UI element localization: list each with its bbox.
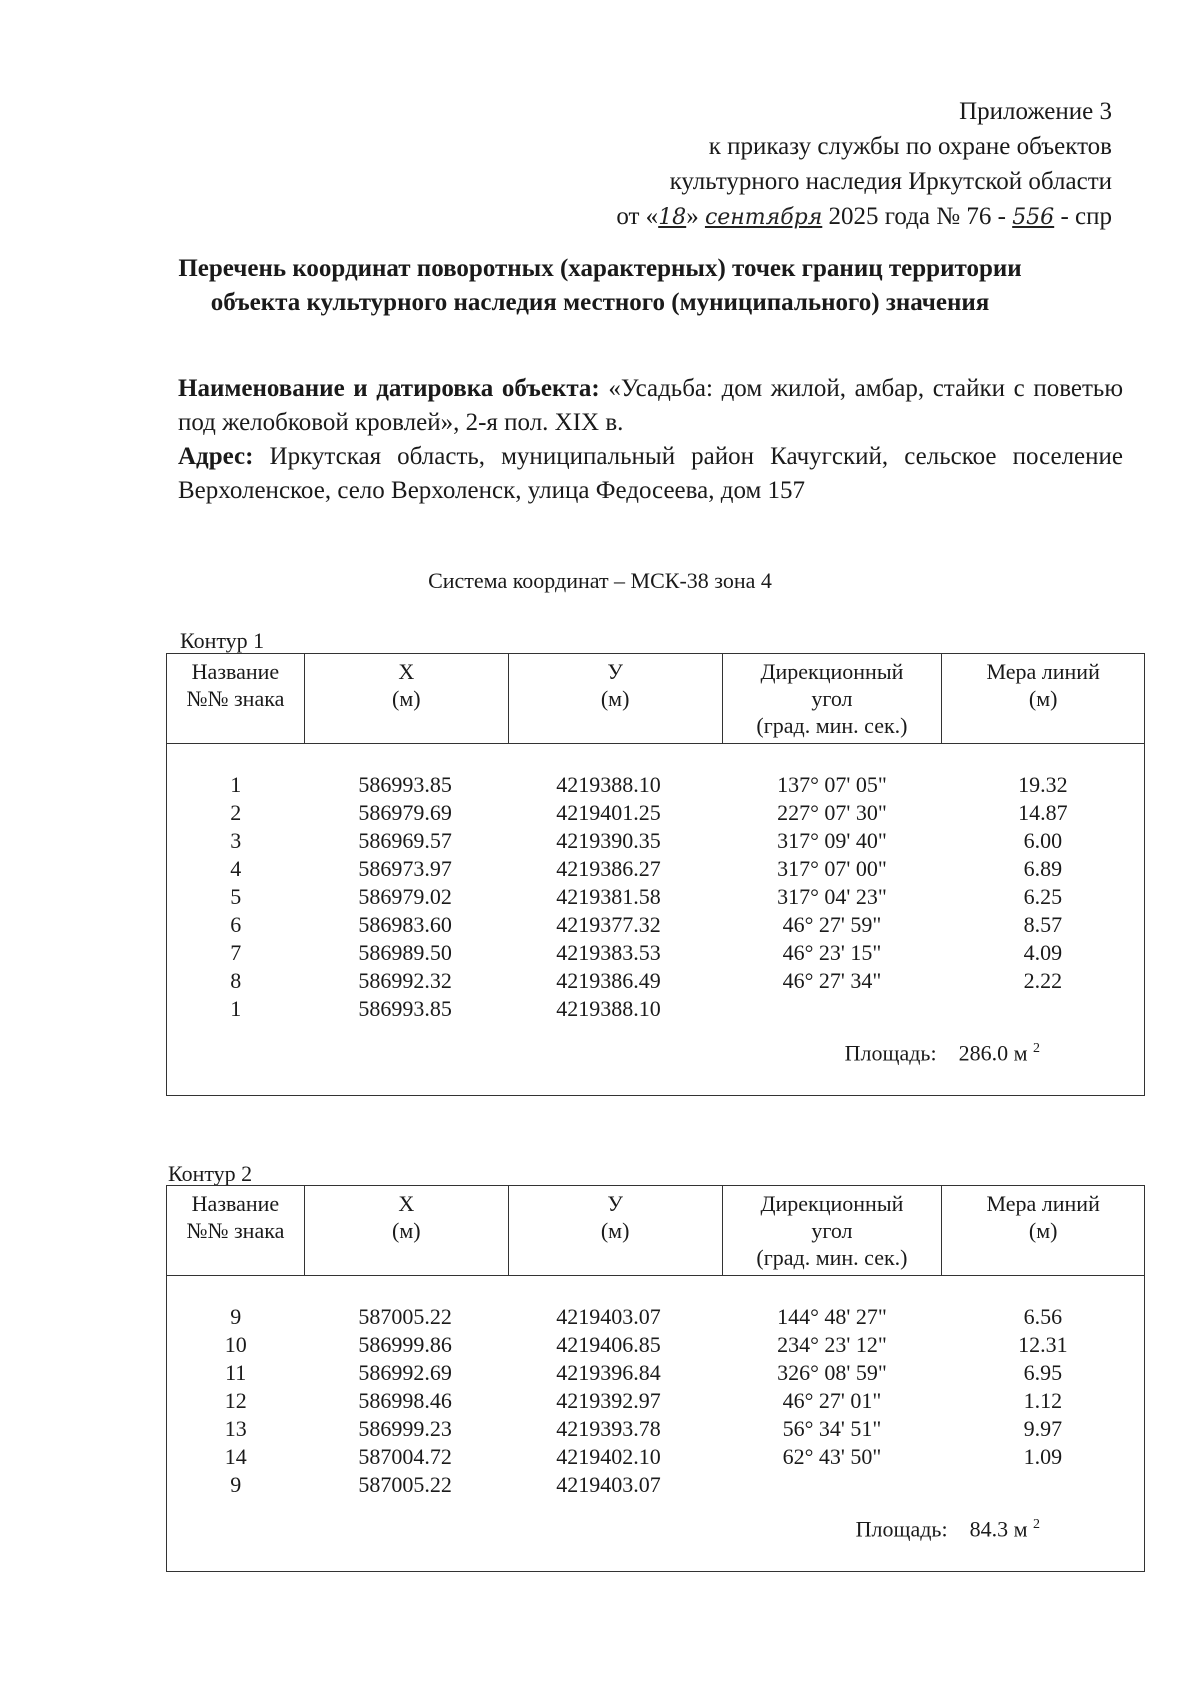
x-coordinate: 586992.69	[358, 1360, 452, 1385]
y-cell	[508, 827, 722, 855]
column-header-line: №№ знака	[186, 686, 285, 711]
x-cell	[304, 911, 508, 939]
column-header-line: угол	[811, 1218, 853, 1243]
point-number: 9	[230, 1472, 242, 1497]
address-label: Адрес:	[178, 443, 254, 470]
address-value: Иркутская область, муниципальный район Качугский, сельское поселение Верхоленское, село Верхоленск, улица Федосеева, дом 157	[178, 443, 1124, 504]
direction-angle: 317° 04' 23"	[777, 884, 887, 909]
x-cell	[304, 1303, 508, 1331]
table-row	[167, 827, 1145, 855]
y-cell	[508, 1387, 722, 1415]
point-number: 11	[225, 1360, 247, 1385]
table-header-row	[167, 1186, 1145, 1276]
order-date-line	[616, 199, 1112, 235]
column-header-line: угол	[811, 686, 853, 711]
direction-angle: 317° 07' 00"	[777, 856, 887, 881]
contour-2-table	[166, 1185, 1145, 1572]
point-number: 4	[230, 856, 242, 881]
column-header-line: №№ знака	[186, 1218, 285, 1243]
y-coordinate: 4219393.78	[556, 1416, 661, 1441]
point-number: 8	[230, 968, 242, 993]
direction-angle: 62° 43' 50"	[782, 1444, 882, 1469]
area-unit-exponent: 2	[1033, 1516, 1040, 1532]
date-prefix: от «	[616, 203, 659, 230]
y-coordinate: 4219396.84	[556, 1360, 661, 1385]
handwritten-day: 18	[658, 205, 687, 230]
x-coordinate: 586993.85	[358, 996, 452, 1021]
line-length: 1.12	[1023, 1388, 1063, 1413]
y-cell	[508, 1415, 722, 1443]
appendix-header	[616, 94, 1112, 235]
line-length: 2.22	[1023, 968, 1063, 993]
contour-1-table	[166, 653, 1145, 1096]
object-name-label: Наименование и датировка объекта:	[178, 375, 600, 402]
y-coordinate: 4219392.97	[556, 1388, 661, 1413]
y-cell	[508, 1471, 722, 1499]
handwritten-order-number: 556	[1012, 205, 1055, 230]
column-header-line: (м)	[1028, 1218, 1058, 1243]
direction-angle: 46° 27' 01"	[782, 1388, 882, 1413]
x-cell	[304, 1331, 508, 1359]
x-coordinate: 586989.50	[358, 940, 452, 965]
x-cell	[304, 855, 508, 883]
table-row	[167, 1471, 1145, 1499]
column-header-line: (град. мин. сек.)	[756, 713, 908, 738]
line-length: 12.31	[1018, 1332, 1068, 1357]
contour-2-label: Контур 2	[168, 1161, 253, 1186]
y-cell	[508, 967, 722, 995]
y-coordinate: 4219403.07	[556, 1304, 661, 1329]
y-cell	[508, 883, 722, 911]
column-header-line: (м)	[392, 686, 421, 711]
table-row	[167, 995, 1145, 1023]
direction-angle: 326° 08' 59"	[777, 1360, 887, 1385]
contour-1-label: Контур 1	[180, 628, 265, 653]
table-row	[167, 771, 1145, 799]
x-coordinate: 587004.72	[358, 1444, 452, 1469]
x-cell	[304, 799, 508, 827]
direction-angle: 317° 09' 40"	[777, 828, 887, 853]
direction-angle: 227° 07' 30"	[777, 800, 887, 825]
column-header-line: (м)	[600, 1218, 630, 1243]
y-cell	[508, 1303, 722, 1331]
x-cell	[304, 967, 508, 995]
point-number: 14	[224, 1444, 247, 1469]
table-row	[167, 967, 1145, 995]
table-row	[167, 1387, 1145, 1415]
y-cell	[508, 771, 722, 799]
date-year: 2025 года № 76 -	[828, 203, 1006, 230]
column-header-length	[942, 1186, 1145, 1276]
y-cell	[508, 1443, 722, 1471]
direction-angle: 234° 23' 12"	[777, 1332, 887, 1357]
x-coordinate: 586999.86	[358, 1332, 452, 1357]
line-length	[942, 1471, 1145, 1499]
table-header-row	[167, 654, 1145, 744]
direction-angle	[722, 1471, 942, 1499]
x-cell	[304, 1359, 508, 1387]
point-number: 6	[230, 912, 242, 937]
area-unit-exponent: 2	[1033, 1040, 1040, 1056]
table-row	[167, 1303, 1145, 1331]
column-header-line: Мера линий	[986, 1191, 1100, 1216]
column-header-line: Название	[191, 659, 280, 684]
direction-angle: 46° 27' 59"	[782, 912, 882, 937]
direction-angle: 137° 07' 05"	[777, 772, 887, 797]
x-coordinate: 586979.69	[358, 800, 452, 825]
direction-angle: 144° 48' 27"	[777, 1304, 887, 1329]
y-cell	[508, 995, 722, 1023]
column-header-y	[508, 654, 722, 744]
appendix-line: Приложение 3	[959, 98, 1112, 125]
y-cell	[508, 1331, 722, 1359]
document-title: Перечень координат поворотных (характерных) точек границ территории объекта культурного наследия местного (муниципального) значения	[178, 255, 1022, 316]
object-info	[178, 372, 1123, 508]
line-length: 1.09	[1023, 1444, 1063, 1469]
table-row	[167, 1359, 1145, 1387]
table-row	[167, 1331, 1145, 1359]
column-header-angle	[722, 1186, 942, 1276]
column-header-name	[167, 1186, 305, 1276]
direction-angle	[722, 995, 942, 1023]
y-coordinate: 4219403.07	[556, 1472, 661, 1497]
x-coordinate: 587005.22	[358, 1304, 452, 1329]
x-cell	[304, 939, 508, 967]
column-header-line: X	[398, 1191, 415, 1216]
point-number: 13	[224, 1416, 247, 1441]
y-coordinate: 4219381.58	[556, 884, 661, 909]
x-cell	[304, 1387, 508, 1415]
y-cell	[508, 855, 722, 883]
x-coordinate: 586998.46	[358, 1388, 452, 1413]
point-number: 3	[230, 828, 242, 853]
object-name-paragraph	[178, 372, 1123, 440]
y-cell	[508, 1359, 722, 1387]
direction-angle: 46° 27' 34"	[782, 968, 882, 993]
area-row	[167, 1023, 1145, 1067]
line-length: 6.25	[1023, 884, 1063, 909]
order-line: к приказу службы по охране объектов	[708, 133, 1112, 160]
column-header-x	[304, 1186, 508, 1276]
column-header-line: Название	[191, 1191, 280, 1216]
column-header-line: (м)	[600, 686, 630, 711]
coordinate-system: Система координат – МСК-38 зона 4	[428, 568, 772, 593]
area-value: 286.0 м	[958, 1040, 1028, 1065]
y-coordinate: 4219386.27	[556, 856, 661, 881]
column-header-line: X	[398, 659, 415, 684]
point-number: 2	[230, 800, 242, 825]
handwritten-month: сентября	[704, 205, 823, 230]
point-number: 9	[230, 1304, 242, 1329]
point-number: 5	[230, 884, 242, 909]
column-header-line: (град. мин. сек.)	[756, 1245, 908, 1270]
table-row	[167, 1415, 1145, 1443]
x-coordinate: 586993.85	[358, 772, 452, 797]
x-coordinate: 586992.32	[358, 968, 452, 993]
column-header-y	[508, 1186, 722, 1276]
y-cell	[508, 939, 722, 967]
column-header-line: Дирекционный	[760, 1191, 904, 1216]
line-length: 6.89	[1023, 856, 1063, 881]
x-cell	[304, 995, 508, 1023]
x-coordinate: 587005.22	[358, 1472, 452, 1497]
y-cell	[508, 911, 722, 939]
column-header-length	[942, 654, 1145, 744]
y-coordinate: 4219401.25	[556, 800, 661, 825]
area-label: Площадь:	[844, 1040, 937, 1065]
direction-angle: 46° 23' 15"	[782, 940, 882, 965]
y-cell	[508, 799, 722, 827]
column-header-line: Дирекционный	[760, 659, 904, 684]
line-length: 6.00	[1023, 828, 1063, 853]
x-cell	[304, 827, 508, 855]
line-length: 6.95	[1023, 1360, 1063, 1385]
x-cell	[304, 1443, 508, 1471]
table-row	[167, 883, 1145, 911]
table-row	[167, 855, 1145, 883]
x-cell	[304, 771, 508, 799]
line-length: 19.32	[1018, 772, 1068, 797]
order-suffix: - спр	[1060, 203, 1112, 230]
column-header-line: (м)	[1028, 686, 1058, 711]
x-coordinate: 586969.57	[358, 828, 452, 853]
column-header-line: (м)	[392, 1218, 421, 1243]
column-header-x	[304, 654, 508, 744]
y-coordinate: 4219388.10	[556, 772, 661, 797]
column-header-line: У	[607, 1191, 623, 1216]
y-coordinate: 4219383.53	[556, 940, 661, 965]
direction-angle: 56° 34' 51"	[782, 1416, 882, 1441]
point-number: 10	[224, 1332, 247, 1357]
x-coordinate: 586983.60	[358, 912, 452, 937]
column-header-line: У	[607, 659, 623, 684]
area-value: 84.3 м	[969, 1516, 1028, 1541]
line-length: 9.97	[1023, 1416, 1063, 1441]
area-label: Площадь:	[855, 1516, 948, 1541]
column-header-angle	[722, 654, 942, 744]
area-cell	[167, 1499, 1145, 1543]
x-coordinate: 586973.97	[358, 856, 452, 881]
point-number: 12	[224, 1388, 247, 1413]
table-row	[167, 799, 1145, 827]
point-number: 1	[230, 772, 242, 797]
y-coordinate: 4219377.32	[556, 912, 661, 937]
x-coordinate: 586999.23	[358, 1416, 452, 1441]
x-coordinate: 586979.02	[358, 884, 452, 909]
area-row	[167, 1499, 1145, 1543]
date-mid: »	[686, 203, 699, 230]
column-header-name	[167, 654, 305, 744]
line-length: 6.56	[1023, 1304, 1063, 1329]
line-length: 8.57	[1023, 912, 1063, 937]
agency-line: культурного наследия Иркутской области	[669, 168, 1112, 195]
y-coordinate: 4219390.35	[556, 828, 661, 853]
x-cell	[304, 883, 508, 911]
area-cell	[167, 1023, 1145, 1067]
y-coordinate: 4219402.10	[556, 1444, 661, 1469]
point-number: 7	[230, 940, 242, 965]
x-cell	[304, 1471, 508, 1499]
line-length	[942, 995, 1145, 1023]
table-row	[167, 1443, 1145, 1471]
table-row	[167, 939, 1145, 967]
table-row	[167, 911, 1145, 939]
y-coordinate: 4219406.85	[556, 1332, 661, 1357]
line-length: 4.09	[1023, 940, 1063, 965]
y-coordinate: 4219388.10	[556, 996, 661, 1021]
point-number: 1	[230, 996, 242, 1021]
x-cell	[304, 1415, 508, 1443]
column-header-line: Мера линий	[986, 659, 1100, 684]
object-address-paragraph	[178, 440, 1123, 508]
object-name-value: «Усадьба: дом жилой, амбар, стайки с поветью под желобковой кровлей», 2-я пол. XIX в.	[178, 375, 1123, 436]
y-coordinate: 4219386.49	[556, 968, 661, 993]
line-length: 14.87	[1018, 800, 1068, 825]
